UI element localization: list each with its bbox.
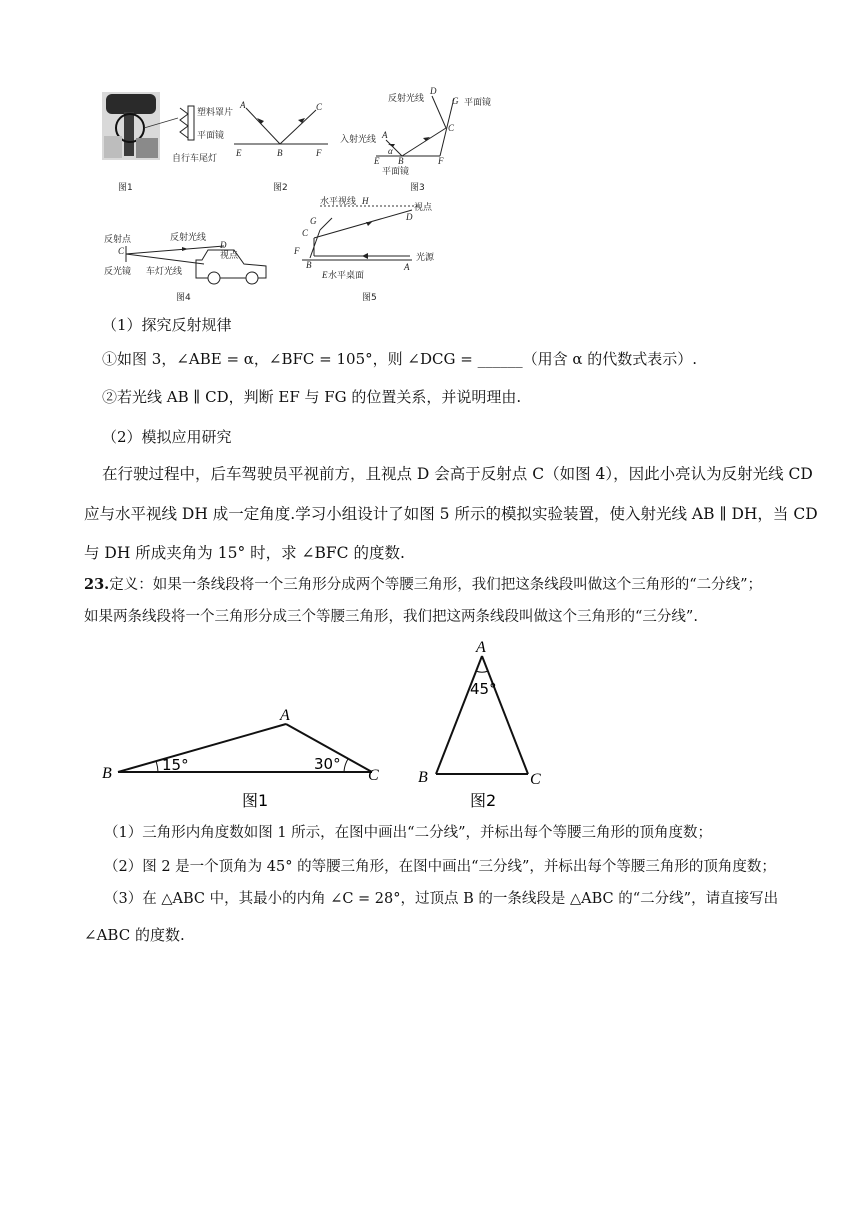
fig3-point-A: A bbox=[382, 130, 388, 140]
fig5-point-E: E bbox=[322, 270, 328, 280]
q23-fig1-vertex-A: A bbox=[280, 707, 290, 724]
fig4-label-headlight: 车灯光线 bbox=[146, 267, 183, 277]
q22-item1-marker: ① bbox=[102, 350, 118, 368]
q22-item1-text: 如图 3，∠ABE = α，∠BFC = 105°，则 ∠DCG = ______（用含 α 的代数式表示）. bbox=[117, 350, 698, 368]
fig2-point-B: B bbox=[277, 148, 283, 158]
fig5-point-D: D bbox=[406, 212, 413, 222]
fig5-point-H: H bbox=[362, 196, 369, 206]
fig5-diagram bbox=[292, 196, 452, 292]
fig5-label-horizontal-sight: 水平视线 bbox=[320, 197, 357, 207]
fig1-label-mirror: 平面镜 bbox=[197, 131, 225, 141]
fig4-point-D: D bbox=[220, 240, 227, 250]
fig3-point-D: D bbox=[430, 86, 437, 96]
fig3-label-mirror-top: 平面镜 bbox=[464, 98, 492, 108]
figure-4-car bbox=[104, 230, 284, 292]
fig4-label-reflection-point: 反射点 bbox=[104, 235, 132, 245]
q23-fig2-triangle bbox=[412, 636, 552, 812]
fig5-label-table: 水平桌面 bbox=[328, 271, 365, 281]
q23-fig2-vertex-B: B bbox=[418, 769, 428, 786]
q23-fig1-angle-C: 30° bbox=[314, 755, 341, 773]
fig4-label-mirror: 反光镜 bbox=[104, 267, 132, 277]
q23-fig1-angle-B: 15° bbox=[162, 756, 189, 774]
q22-para-line-2: 应与水平视线 DH 成一定角度.学习小组设计了如图 5 所示的模拟实验装置，使入射光线 AB ∥ DH，当 CD bbox=[84, 505, 818, 523]
q22-part2-title: （2）模拟应用研究 bbox=[102, 428, 232, 446]
q23-def-text-1: 定义：如果一条线段将一个三角形分成两个等腰三角形，我们把这条线段叫做这个三角形的“二分线”； bbox=[109, 577, 763, 593]
q23-figure-1 bbox=[96, 700, 396, 812]
fig5-point-B: B bbox=[306, 260, 312, 270]
fig2-point-F: F bbox=[316, 148, 322, 158]
q23-number: 23. bbox=[84, 576, 110, 593]
fig3-label-mirror-bottom: 平面镜 bbox=[382, 167, 410, 177]
figure-5-experiment bbox=[292, 196, 452, 292]
q22-item2 bbox=[102, 388, 521, 406]
q23-part-3: （3）在 △ABC 中，其最小的内角 ∠C = 28°，过顶点 B 的一条线段是 △ABC 的“二分线”，请直接写出 bbox=[104, 891, 779, 907]
fig4-label-reflected-ray: 反射光线 bbox=[170, 233, 207, 243]
q23-fig1-vertex-B: B bbox=[102, 765, 112, 782]
q23-part-3-cont: ∠ABC 的度数. bbox=[84, 926, 185, 944]
fig5-point-A: A bbox=[404, 262, 410, 272]
fig4-label-viewpoint: 视点 bbox=[220, 251, 239, 261]
fig2-point-C: C bbox=[316, 102, 323, 112]
q23-part-2: （2）图 2 是一个顶角为 45° 的等腰三角形，在图中画出“三分线”，并标出每个等腰三角形的顶角度数； bbox=[104, 859, 776, 875]
fig3-point-B: B bbox=[398, 156, 404, 166]
q22-item2-text: 若光线 AB ∥ CD，判断 EF 与 FG 的位置关系，并说明理由. bbox=[117, 388, 522, 406]
q23-fig2-caption: 图2 bbox=[470, 791, 497, 810]
fig4-caption: 图4 bbox=[176, 293, 191, 303]
fig5-label-light-source: 光源 bbox=[416, 253, 435, 263]
q22-part1-title: （1）探究反射规律 bbox=[102, 316, 232, 334]
fig1-label-plastic-cover: 塑料罩片 bbox=[197, 108, 234, 118]
fig3-caption: 图3 bbox=[410, 183, 425, 193]
fig2-diagram bbox=[228, 96, 338, 166]
fig2-caption: 图2 bbox=[273, 183, 288, 193]
q23-definition-line-2: 如果两条线段将一个三角形分成三个等腰三角形，我们把这两条线段叫做这个三角形的“三分线”. bbox=[84, 609, 698, 625]
q23-figure-2 bbox=[412, 636, 552, 812]
fig5-point-F: F bbox=[294, 246, 300, 256]
q23-definition-line-1 bbox=[84, 576, 762, 594]
fig5-label-viewpoint: 视点 bbox=[414, 203, 433, 213]
q22-item1 bbox=[102, 350, 697, 368]
q23-fig2-vertex-C: C bbox=[530, 771, 541, 788]
figure-3-two-mirrors bbox=[336, 84, 506, 180]
fig3-label-incident-ray: 入射光线 bbox=[340, 135, 377, 145]
fig1-label-taillight: 自行车尾灯 bbox=[172, 154, 218, 164]
q22-item2-marker: ② bbox=[102, 388, 118, 406]
fig3-label-reflected-ray: 反射光线 bbox=[388, 94, 425, 104]
fig3-angle-alpha: α bbox=[388, 146, 393, 156]
q22-para-line-1: 在行驶过程中，后车驾驶员平视前方，且视点 D 会高于反射点 C（如图 4），因此小亮认为反射光线 CD bbox=[102, 465, 813, 483]
fig2-point-E: E bbox=[236, 148, 242, 158]
fig2-point-A: A bbox=[240, 100, 246, 110]
q23-fig1-vertex-C: C bbox=[368, 767, 379, 784]
fig3-point-F: F bbox=[438, 156, 444, 166]
fig3-point-E: E bbox=[374, 156, 380, 166]
q22-para-line-3: 与 DH 所成夹角为 15° 时，求 ∠BFC 的度数. bbox=[84, 544, 405, 562]
fig1-caption: 图1 bbox=[118, 183, 133, 193]
fig3-point-C: C bbox=[448, 123, 455, 133]
fig5-point-C: C bbox=[302, 228, 309, 238]
q23-fig1-caption: 图1 bbox=[242, 791, 269, 810]
q23-fig2-vertex-A: A bbox=[476, 639, 486, 656]
fig3-point-G: G bbox=[452, 96, 459, 106]
figure-2-reflection bbox=[228, 96, 338, 166]
q23-part-1: （1）三角形内角度数如图 1 所示，在图中画出“二分线”，并标出每个等腰三角形的顶角度数； bbox=[104, 825, 712, 841]
q23-fig1-triangle bbox=[96, 700, 396, 812]
fig3-diagram bbox=[336, 84, 506, 180]
fig5-caption: 图5 bbox=[362, 293, 377, 303]
fig4-diagram bbox=[104, 230, 284, 292]
q23-fig2-angle-A: 45° bbox=[470, 680, 497, 698]
fig4-point-C: C bbox=[118, 246, 125, 256]
fig5-point-G: G bbox=[310, 216, 317, 226]
